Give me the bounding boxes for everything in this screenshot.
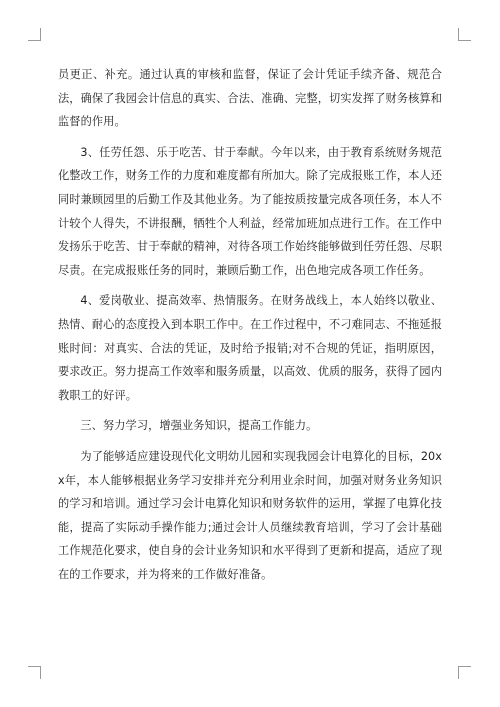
paragraph-continuation: 员更正、补充。通过认真的审核和监督，保证了会计凭证手续齐备、规范合法，确保了我园会计信息的真实、合法、准确、完整，切实发挥了财务核算和监督的作用。 xyxy=(58,68,442,129)
crop-mark-top-right xyxy=(458,28,471,41)
paragraph-study: 为了能够适应建设现代化文明幼儿园和实现我园会计电算化的目标，20xx年，本人能够根据业务学习安排并充分利用业余时间，加强对财务业务知识的学习和培训。通过学习会计电算化知识和财务软件的运用，掌握了电算化技能，提高了实际动手操作能力;通过会计人员继续教育培训，学习了会计基础工作规范化要求，使自身的会计业务知识和水平得到了更新和提高，适应了现在的工作要求，并为将来的工作做好准备。 xyxy=(58,449,442,581)
document-body xyxy=(58,63,442,593)
section-heading-3: 三、努力学习，增强业务知识，提高工作能力。 xyxy=(80,419,318,433)
crop-mark-top-left xyxy=(28,28,41,41)
crop-mark-bottom-right xyxy=(458,666,471,679)
paragraph-item-3: 3、任劳任怨、乐于吃苦、甘于奉献。今年以来，由于教育系统财务规范化整改工作，财务工作的力度和难度都有所加大。除了完成报账工作，本人还同时兼顾园里的后勤工作及其他业务。为了能按质按量完成各项任务，本人不计较个人得失，不讲报酬，牺牲个人利益，经常加班加点进行工作。在工作中发扬乐于吃苦、甘于奉献的精神，对待各项工作始终能够做到任劳任怨、尽职尽责。在完成报账任务的同时，兼顾后勤工作，出色地完成各项工作任务。 xyxy=(58,145,442,277)
crop-mark-bottom-left xyxy=(28,666,41,679)
paragraph-item-4: 4、爱岗敬业、提高效率、热情服务。在财务战线上，本人始终以敬业、热情、耐心的态度投入到本职工作中。在工作过程中，不刁难同志、不拖延报账时间：对真实、合法的凭证，及时给予报销;对不合规的凭证，指明原因，要求改正。努力提高工作效率和服务质量，以高效、优质的服务，获得了园内教职工的好评。 xyxy=(58,294,442,402)
